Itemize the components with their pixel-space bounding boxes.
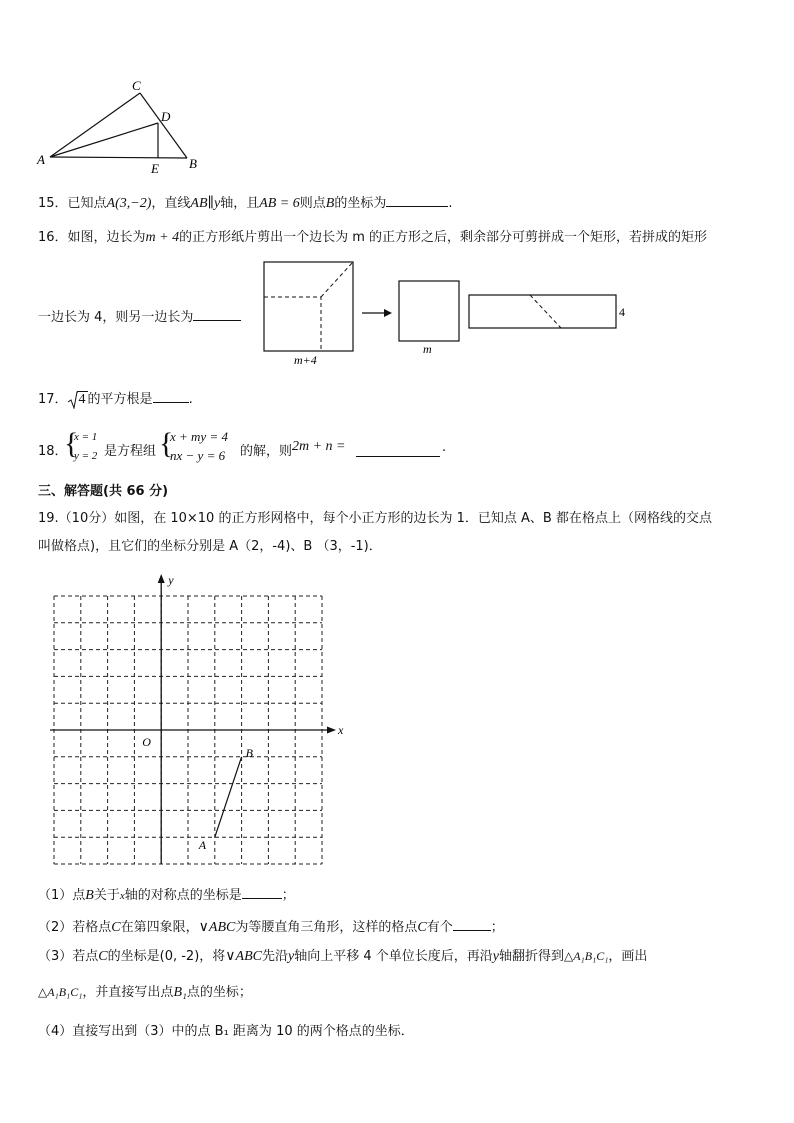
sub1-a: （1）点: [38, 888, 86, 903]
q15-text1: ，直线: [151, 196, 191, 211]
sub3-y1: y: [288, 949, 295, 964]
q17-end: .: [188, 392, 193, 407]
triangle-figure: [30, 76, 210, 180]
sub2-d: 为等腰直角三角形，这样的格点: [235, 920, 418, 935]
sub3-a: （3）若点: [38, 949, 99, 964]
q16-text-a: 16．如图，边长为: [38, 230, 146, 245]
question-17: [38, 388, 193, 410]
q15-b: B: [325, 196, 335, 211]
label-m-plus-4: m+4: [294, 353, 317, 367]
q18-sys2-line1: x + my = 4: [170, 429, 228, 444]
x-axis-label: x: [338, 723, 344, 737]
sub3-line2-b1: B₁: [173, 985, 187, 1000]
q18-text2: 的解，则: [240, 444, 293, 459]
sub1-x: x: [119, 890, 125, 902]
q18-answer-blank[interactable]: [356, 442, 440, 457]
question-16-line1: [38, 228, 707, 248]
q15-end: .: [448, 196, 453, 211]
sub1-answer-blank[interactable]: [242, 884, 282, 899]
q15-ab: AB: [190, 196, 208, 211]
arrow-head-icon: [384, 309, 392, 317]
sub2-e: 有个: [426, 920, 453, 935]
q15-parallel: ∥: [207, 196, 214, 211]
sub1-end: ；: [281, 888, 295, 903]
coordinate-grid: [40, 570, 360, 870]
q15-text4: 的坐标为: [334, 196, 387, 211]
sub1-b: B: [85, 888, 94, 903]
segment-ab: [215, 757, 242, 837]
segment-ad: [50, 123, 158, 157]
y-axis-arrow-icon: [158, 574, 165, 583]
q18-num: 18．: [38, 444, 68, 459]
q15-text3: 则点: [299, 196, 326, 211]
sub2-tri: ∨ABC: [198, 920, 236, 935]
label-4: 4: [619, 305, 625, 319]
point-label-a: A: [198, 838, 207, 853]
brace-1-icon: {: [64, 427, 79, 460]
rectangle-cut: [530, 295, 561, 328]
sub2-c1: C: [111, 920, 121, 935]
sub3-e: 轴向上平移 4 个单位长度后，再沿: [294, 949, 493, 964]
sub3-d: 先沿: [261, 949, 288, 964]
y-axis-label: y: [168, 573, 174, 587]
q19-line1: 19.（10分）如图，在 10×10 的正方形网格中，每个小正方形的边长为 1．已知点 A、B 都在格点上（网格线的交点: [38, 511, 712, 526]
q18-sys1-line2: y = 2: [74, 450, 98, 462]
q17-radicand: 4: [78, 392, 86, 407]
diagonal-cut: [321, 262, 353, 297]
sub1-c: 关于: [93, 888, 120, 903]
q16-figure: [258, 258, 638, 370]
question-16-line2: [38, 306, 241, 328]
x-axis-arrow-icon: [327, 727, 336, 734]
q16-text-b: 的正方形纸片剪出一个边长为 m 的正方形之后，剩余部分可剪拼成一个矩形，若拼成的矩形: [179, 230, 708, 245]
sub2-a: （2）若格点: [38, 920, 112, 935]
q15-point-a: A(3,−2): [106, 196, 152, 211]
q19-line2: 叫做格点)，且它们的坐标分别是 A（2，-4)、B （3，-1)．: [38, 539, 382, 554]
origin-label: O: [142, 735, 151, 749]
sub3-line2-a: ，并直接写出点: [82, 985, 174, 1000]
sub3-line2-b: 点的坐标；: [186, 985, 252, 1000]
q15-num: 15．已知点: [38, 196, 107, 211]
cut-lines: [264, 297, 321, 351]
sub1-d: 轴的对称点的坐标是: [124, 888, 242, 903]
q17-answer-blank[interactable]: [153, 388, 189, 403]
sub2-end: ；: [490, 920, 504, 935]
point-label-b: B: [245, 745, 253, 760]
q15-ab-eq: AB = 6: [259, 196, 300, 211]
big-square: [264, 262, 353, 351]
q19-sub3-line2: [38, 982, 252, 1003]
q15-y: y: [213, 196, 221, 211]
label-m: m: [423, 342, 432, 356]
sub3-y2: y: [492, 949, 499, 964]
sub3-g: ，画出: [608, 949, 648, 964]
q18-text1: 是方程组: [104, 444, 157, 459]
sub3-tri2: △A₁B₁C₁: [564, 949, 609, 963]
label-c: C: [132, 78, 141, 93]
q16-answer-blank[interactable]: [193, 306, 241, 321]
sub2-b: 在第四象限，: [120, 920, 199, 935]
sub3-line2-tri: △A₁B₁C₁: [38, 985, 83, 999]
sub3-c: C: [98, 949, 108, 964]
q18-sys1-line1: x = 1: [74, 431, 98, 443]
segment-ac: [50, 93, 140, 157]
sqrt-icon: [68, 391, 78, 409]
brace-2-icon: {: [159, 427, 174, 460]
label-e: E: [151, 161, 159, 176]
q19-sub3-line1: [38, 946, 647, 967]
segment-ab: [50, 157, 187, 158]
label-a: A: [37, 152, 45, 167]
q19-sub4: （4）直接写出到（3）中的点 B₁ 距离为 10 的两个格点的坐标．: [38, 1024, 414, 1039]
label-b: B: [189, 156, 197, 171]
q19-sub2: [38, 916, 504, 938]
q17-num: 17．: [38, 392, 68, 407]
q16-text-c: 一边长为 4，则另一边长为: [38, 310, 194, 325]
sub3-tri: ∨ABC: [225, 949, 262, 964]
small-square: [399, 281, 459, 341]
sqrt-expression: [68, 390, 88, 410]
section-3-title: 三、解答题(共 66 分): [38, 484, 169, 499]
label-d: D: [161, 109, 171, 124]
segment-cb: [140, 93, 187, 158]
q17-text: 的平方根是: [87, 392, 153, 407]
q15-answer-blank[interactable]: [386, 192, 448, 207]
q18-end: .: [442, 440, 447, 455]
q18-sys2-line2: nx − y = 6: [170, 448, 226, 463]
sub3-b: 的坐标是(0, -2)，将: [107, 949, 226, 964]
q16-expr: m + 4: [145, 230, 180, 245]
q15-text2: 轴，且: [220, 196, 260, 211]
question-18: [38, 428, 758, 468]
q19-sub1: [38, 884, 295, 906]
sub3-f: 轴翻折得到: [498, 949, 564, 964]
q18-expr: 2m + n =: [292, 439, 346, 454]
sub2-answer-blank[interactable]: [453, 916, 491, 931]
sub2-c2: C: [417, 920, 427, 935]
question-15: [38, 192, 453, 214]
result-rectangle: [469, 295, 616, 328]
